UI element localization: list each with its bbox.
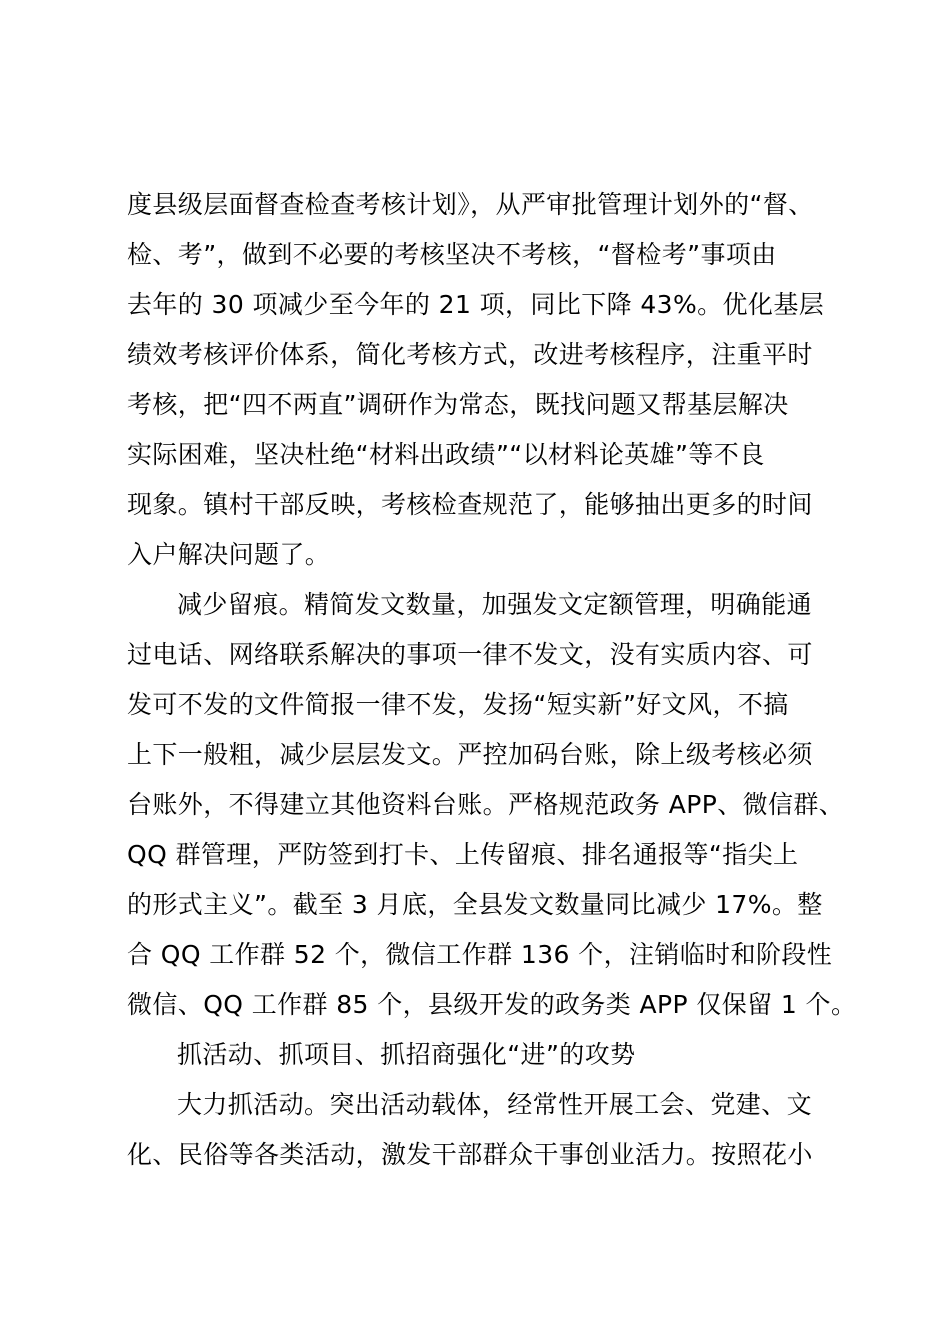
text-line: 台账外，不得建立其他资料台账。严格规范政务 APP、微信群、 [127, 790, 845, 819]
text-line: 上下一般粗，减少层层发文。严控加码台账，除上级考核必须 [127, 740, 813, 769]
text-line: 度县级层面督查检查考核计划》，从严审批管理计划外的“督、 [127, 190, 814, 219]
text-line: 微信、QQ 工作群 85 个，县级开发的政务类 APP 仅保留 1 个。 [127, 990, 857, 1019]
text-line: 化、民俗等各类活动，激发干部群众干事创业活力。按照花小 [127, 1140, 813, 1169]
text-line: 合 QQ 工作群 52 个，微信工作群 136 个，注销临时和阶段性 [127, 940, 833, 969]
text-line: 入户解决问题了。 [127, 540, 331, 569]
text-line: QQ 群管理，严防签到打卡、上传留痕、排名通报等“指尖上 [127, 840, 799, 869]
paragraph-start-line: 减少留痕。精简发文数量，加强发文定额管理，明确能通 [177, 590, 813, 619]
text-line: 现象。镇村干部反映，考核检查规范了，能够抽出更多的时间 [127, 490, 813, 519]
text-line: 实际困难，坚决杜绝“材料出政绩”“以材料论英雄”等不良 [127, 440, 765, 469]
text-line: 的形式主义”。截至 3 月底，全县发文数量同比减少 17%。整 [127, 890, 823, 919]
text-line: 过电话、网络联系解决的事项一律不发文，没有实质内容、可 [127, 640, 813, 669]
paragraph-start-line: 大力抓活动。突出活动载体，经常性开展工会、党建、文 [177, 1090, 813, 1119]
text-line: 检、考”，做到不必要的考核坚决不考核，“督检考”事项由 [127, 240, 777, 269]
text-line: 去年的 30 项减少至今年的 21 项，同比下降 43%。优化基层 [127, 290, 825, 319]
text-line: 发可不发的文件简报一律不发，发扬“短实新”好文风，不搞 [127, 690, 789, 719]
section-heading: 抓活动、抓项目、抓招商强化“进”的攻势 [177, 1040, 636, 1069]
text-line: 考核，把“四不两直”调研作为常态，既找问题又帮基层解决 [127, 390, 789, 419]
text-line: 绩效考核评价体系，简化考核方式，改进考核程序，注重平时 [127, 340, 813, 369]
